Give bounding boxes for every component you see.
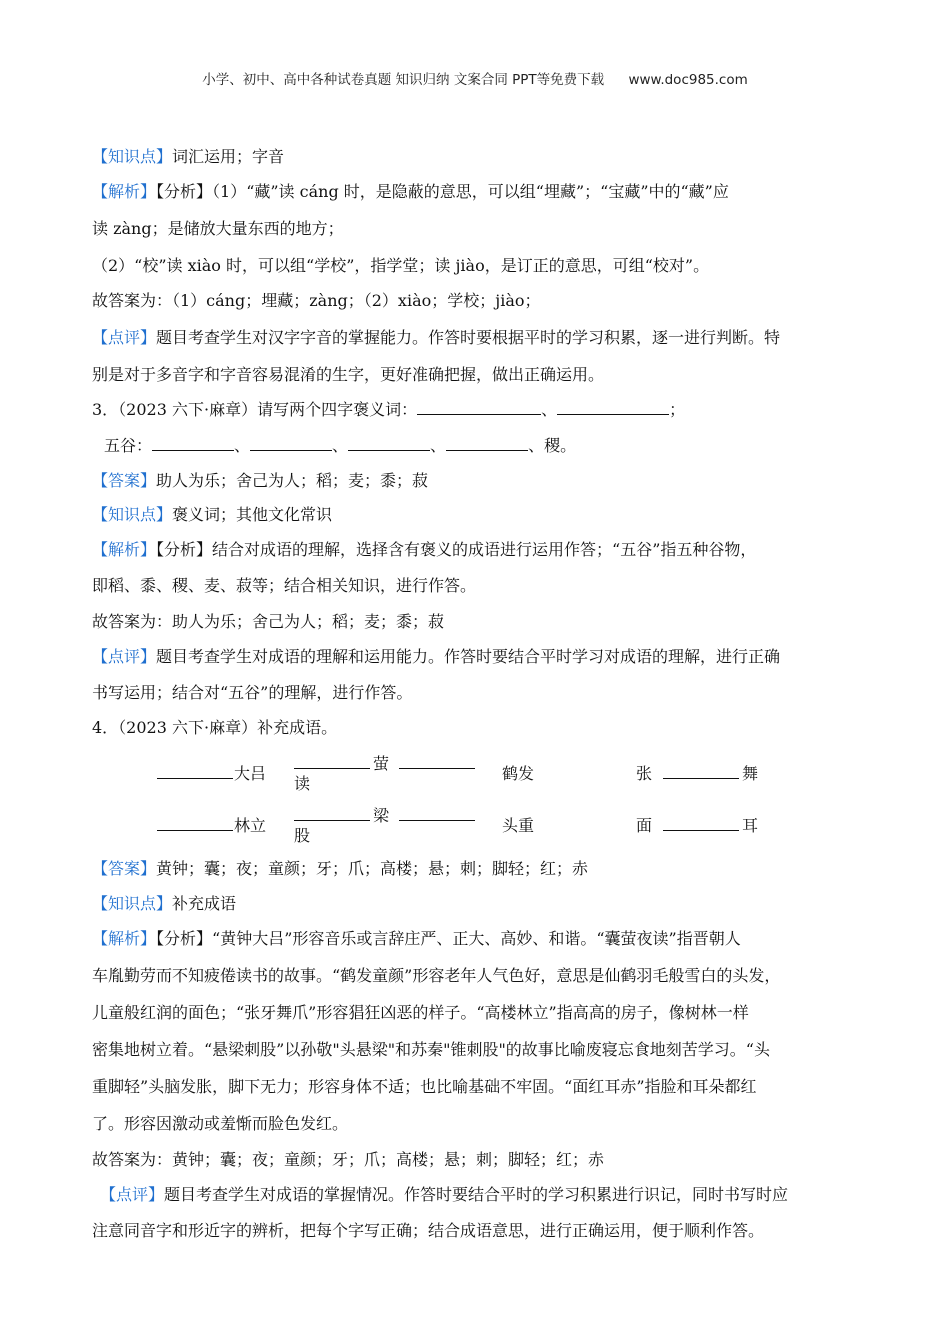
idiom-fragment: 头重	[502, 816, 535, 835]
q2-comment-line1	[92, 328, 780, 348]
answer-blank[interactable]	[446, 436, 528, 451]
kp-tag: 【知识点】	[92, 505, 173, 524]
idiom-fragment: 舞	[742, 764, 759, 783]
answer-blank[interactable]	[399, 806, 475, 821]
jx-tag: 【解析】	[92, 540, 157, 559]
q3-analysis-line1	[92, 540, 756, 560]
jx-text: 【分析】“黄钟大吕”形容音乐或言辞庄严、正大、高妙、和谐。“囊萤夜读”指晋朝人	[156, 929, 741, 948]
q3-knowledge-point	[92, 505, 332, 525]
answer-blank[interactable]	[294, 806, 370, 821]
answer-blank[interactable]	[294, 754, 370, 769]
idiom-fragment: 大吕	[234, 764, 267, 783]
q3-analysis-line2: 即稻、黍、稷、麦、菽等；结合相关知识，进行作答。	[92, 576, 477, 595]
jx-tag: 【解析】	[92, 929, 157, 948]
page-header	[0, 68, 950, 88]
q3-wugu-line	[104, 436, 576, 456]
ans-tag: 【答案】	[92, 471, 157, 490]
q4-answer-line: 故答案为：黄钟；囊；夜；童颜；牙；爪；高楼；悬；刺；脚轻；红；赤	[92, 1150, 605, 1169]
idiom-fragment: 面	[636, 816, 653, 835]
kp-text: 词汇运用；字音	[172, 147, 285, 166]
idiom-fragment: 鹤发	[502, 764, 535, 783]
answer-blank[interactable]	[157, 764, 233, 779]
answer-blank[interactable]	[250, 436, 332, 451]
q2-analysis-line2: 读 zàng；是储放大量东西的地方；	[92, 219, 344, 238]
wugu-label: 五谷：	[104, 436, 153, 455]
q4-analysis-line2: 车胤勤劳而不知疲倦读书的故事。“鹤发童颜”形容老年人气色好，意思是仙鹤羽毛般雪白的头发，	[92, 966, 781, 985]
q4-analysis-line6: 了。形容因激动或羞惭而脸色发红。	[92, 1114, 349, 1133]
separator: 、	[541, 400, 558, 419]
dp-text: 题目考查学生对成语的理解和运用能力。作答时要结合平时学习对成语的理解，进行正确	[156, 647, 781, 666]
q4-analysis-line5: 重脚轻”头脑发胀，脚下无力；形容身体不适；也比喻基础不牢固。“面红耳赤”指脸和耳朵都红	[92, 1077, 757, 1096]
q4-analysis-line4: 密集地树立着。“悬梁刺股”以孙敬"头悬梁"和苏秦"锥刺股"的故事比喻废寝忘食地刻苦学习。“头	[92, 1040, 770, 1059]
separator: ；	[669, 400, 686, 419]
kp-text: 褒义词；其他文化常识	[172, 505, 333, 524]
q3-answer-line: 故答案为：助人为乐；舍己为人；稻；麦；黍；菽	[92, 612, 445, 631]
idiom-fragment: 萤	[373, 754, 390, 773]
idiom-fragment: 耳	[742, 816, 759, 835]
answer-blank[interactable]	[663, 764, 739, 779]
dp-tag: 【点评】	[92, 647, 157, 666]
answer-blank[interactable]	[557, 400, 669, 415]
kp-tag: 【知识点】	[92, 147, 173, 166]
jx-text: 【分析】（1）“藏”读 cáng 时，是隐蔽的意思，可以组“埋藏”；“宝藏”中的“藏”应	[156, 182, 729, 201]
kp-text: 补充成语	[172, 894, 237, 913]
separator: 、	[332, 436, 349, 455]
header-url[interactable]: www.doc985.com	[628, 72, 748, 88]
answer-blank[interactable]	[157, 816, 233, 831]
q4-analysis-line3: 儿童般红润的面色；“张牙舞爪”形容猖狂凶恶的样子。“高楼林立”指高高的房子，像树林一样	[92, 1003, 749, 1022]
idiom-fragment: 股	[294, 826, 311, 845]
q4-analysis-line1	[92, 929, 741, 949]
idiom-fragment: 林立	[234, 816, 267, 835]
wugu-end: 、稷。	[528, 436, 577, 455]
idiom-fragment: 梁	[373, 806, 390, 825]
answer-blank[interactable]	[417, 400, 541, 415]
q3-answer	[92, 471, 428, 491]
answer-blank[interactable]	[399, 754, 475, 769]
dp-tag: 【点评】	[92, 328, 157, 347]
header-text: 小学、初中、高中各种试卷真题 知识归纳 文案合同 PPT等免费下载	[202, 72, 605, 88]
q2-comment-line2: 别是对于多音字和字音容易混淆的生字，更好准确把握，做出正确运用。	[92, 365, 605, 384]
q4-comment-line1	[100, 1185, 788, 1205]
q2-analysis-line3: （2）“校”读 xiào 时，可以组“学校”，指学堂；读 jiào，是订正的意思，可组“校对”。	[92, 256, 710, 275]
idiom-fragment: 张	[636, 764, 653, 783]
separator: 、	[430, 436, 447, 455]
q3-stem	[92, 400, 685, 420]
dp-tag: 【点评】	[100, 1185, 165, 1204]
ans-text: 助人为乐；舍己为人；稻；麦；黍；菽	[156, 471, 429, 490]
answer-blank[interactable]	[663, 816, 739, 831]
q2-answer-line: 故答案为：（1）cáng；埋藏；zàng；（2）xiào；学校；jiào；	[92, 291, 541, 310]
jx-text: 【分析】结合对成语的理解，选择含有褒义的成语进行运用作答；“五谷”指五种谷物，	[156, 540, 757, 559]
separator: 、	[234, 436, 251, 455]
kp-tag: 【知识点】	[92, 894, 173, 913]
q4-comment-line2: 注意同音字和形近字的辨析，把每个字写正确；结合成语意思，进行正确运用，便于顺利作答。	[92, 1221, 765, 1240]
q3-comment-line1	[92, 647, 780, 667]
q3-comment-line2: 书写运用；结合对“五谷”的理解，进行作答。	[92, 683, 413, 702]
q3-stem-text: 3．（2023 六下·麻章）请写两个四字褒义词：	[92, 400, 418, 419]
jx-tag: 【解析】	[92, 182, 157, 201]
q4-stem: 4．（2023 六下·麻章）补充成语。	[92, 718, 338, 737]
idiom-fragment: 读	[294, 774, 311, 793]
dp-text: 题目考查学生对汉字字音的掌握能力。作答时要根据平时的学习积累，逐一进行判断。特	[156, 328, 781, 347]
q4-knowledge-point	[92, 894, 236, 914]
answer-blank[interactable]	[152, 436, 234, 451]
answer-blank[interactable]	[348, 436, 430, 451]
q2-knowledge-point	[92, 147, 284, 167]
dp-text: 题目考查学生对成语的掌握情况。作答时要结合平时的学习积累进行识记，同时书写时应	[164, 1185, 789, 1204]
q4-answer	[92, 859, 588, 879]
ans-text: 黄钟；囊；夜；童颜；牙；爪；高楼；悬；刺；脚轻；红；赤	[156, 859, 589, 878]
ans-tag: 【答案】	[92, 859, 157, 878]
q2-analysis-line1	[92, 182, 729, 202]
